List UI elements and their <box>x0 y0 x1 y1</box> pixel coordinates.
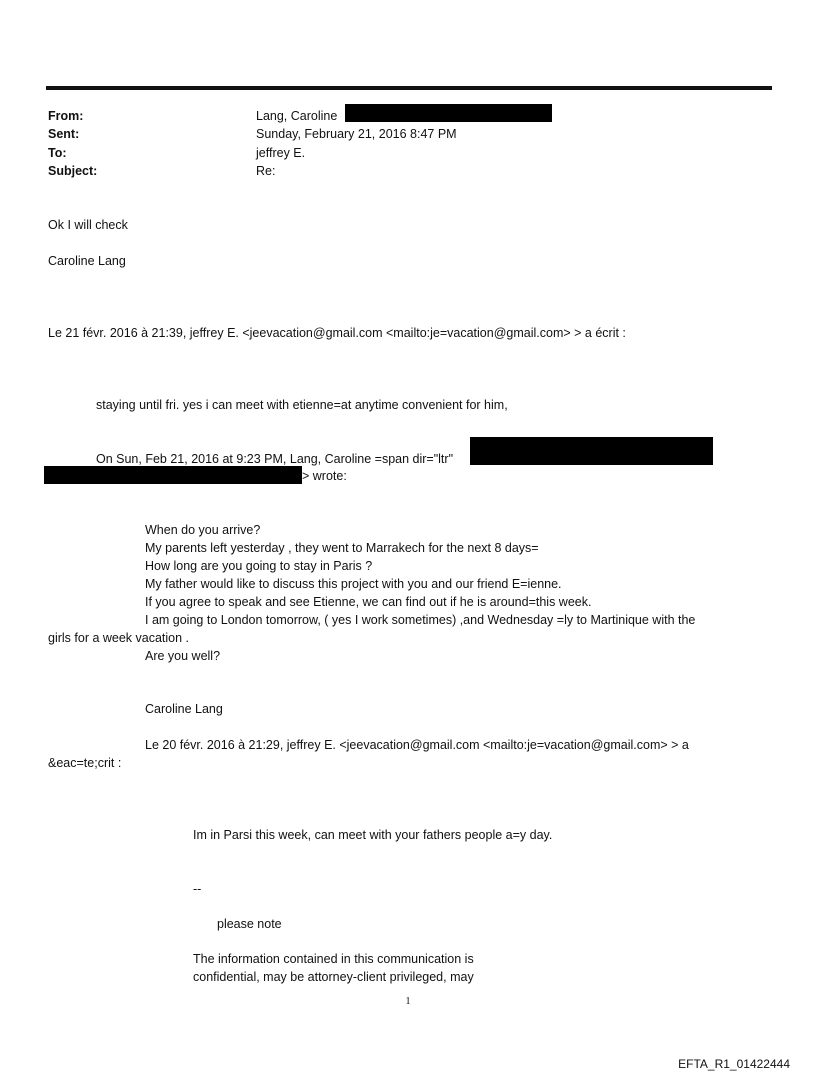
subject-label: Subject: <box>48 164 98 178</box>
redaction-box <box>470 437 713 465</box>
sent-value: Sunday, February 21, 2016 8:47 PM <box>256 127 457 141</box>
to-label: To: <box>48 146 67 160</box>
signature: Caroline Lang <box>145 702 223 716</box>
page-number: 1 <box>405 996 411 1007</box>
disclaimer-line: The information contained in this communication is <box>193 952 474 966</box>
reply-line: staying until fri. yes i can meet with etienne=at anytime convenient for him, <box>96 398 508 412</box>
quote-header: Le 21 févr. 2016 à 21:39, jeffrey E. <jeevacation@gmail.com <mailto:je=vacation@gmail.com> > a écrit : <box>48 326 626 340</box>
body-line: Ok I will check <box>48 218 128 232</box>
signature-separator: -- <box>193 882 202 896</box>
disclaimer-line: confidential, may be attorney-client privileged, may <box>193 970 474 984</box>
message-line: Are you well? <box>145 649 221 663</box>
message-line: When do you arrive? <box>145 523 261 537</box>
message-line: My father would like to discuss this project with you and our friend E=ienne. <box>145 577 562 591</box>
message-line: girls for a week vacation . <box>48 631 190 645</box>
header-rule <box>46 86 772 90</box>
message-line: How long are you going to stay in Paris ? <box>145 559 373 573</box>
subject-value: Re: <box>256 164 276 178</box>
message-line: My parents left yesterday , they went to Marrakech for the next 8 days= <box>145 541 539 555</box>
quote-header: On Sun, Feb 21, 2016 at 9:23 PM, Lang, Caroline =span dir="ltr" <box>96 452 454 466</box>
message-line: If you agree to speak and see Etienne, we can find out if he is around=this week. <box>145 595 592 609</box>
sent-label: Sent: <box>48 127 80 141</box>
message-line: I am going to London tomorrow, ( yes I work sometimes) ,and Wednesday =ly to Martinique with the <box>145 613 696 627</box>
signature: Caroline Lang <box>48 254 126 268</box>
document-id: EFTA_R1_01422444 <box>678 1057 790 1071</box>
redaction-box <box>44 466 302 484</box>
from-label: From: <box>48 109 84 123</box>
please-note: please note <box>217 917 282 931</box>
quote-header: Le 20 févr. 2016 à 21:29, jeffrey E. <jeevacation@gmail.com <mailto:je=vacation@gmail.com> > a <box>145 738 689 752</box>
reply-line: Im in Parsi this week, can meet with your fathers people a=y day. <box>193 828 553 842</box>
quote-header: > wrote: <box>302 469 347 483</box>
quote-header: &eac=te;crit : <box>48 756 122 770</box>
from-value: Lang, Caroline <box>256 109 338 123</box>
redaction-box <box>345 104 552 122</box>
to-value: jeffrey E. <box>256 146 306 160</box>
